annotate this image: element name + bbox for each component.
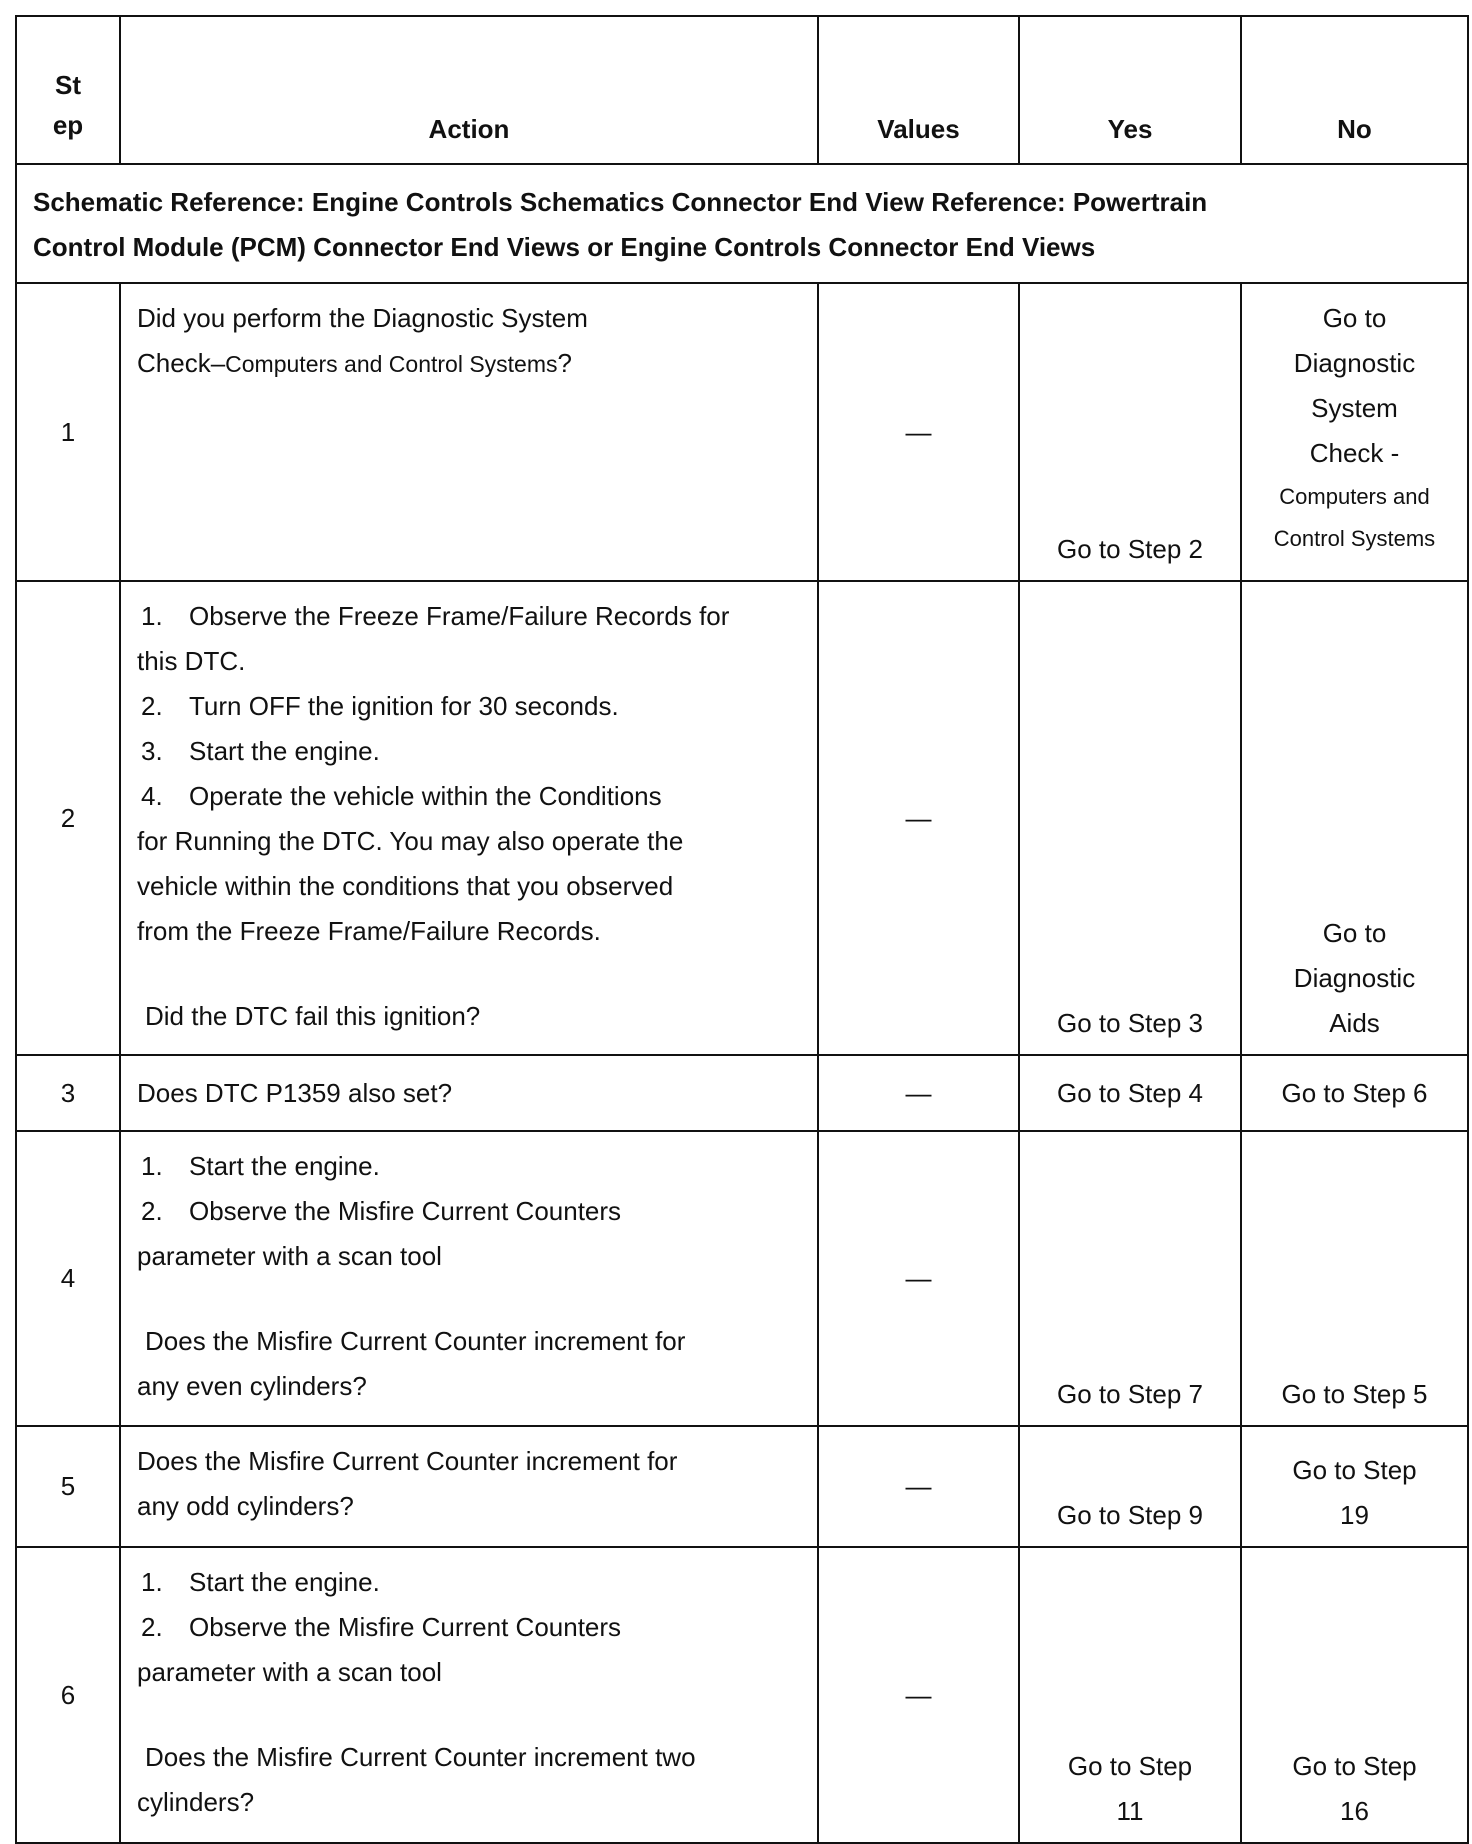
step-number: 5 [16,1426,120,1547]
no-link[interactable]: Go to Step 16 [1241,1547,1468,1843]
yes-link[interactable]: Go to Step 2 [1019,283,1241,581]
value-cell: — [818,1055,1019,1131]
action-cell: 1. Observe the Freeze Frame/Failure Records for this DTC. 2. Turn OFF the ignition for 30 seconds. 3. Start the engine. 4. Operate the vehicle within the Conditions for Running the DTC. You may also operate the vehicle within the conditions that you observed from the Freeze Frame/Failure Records. Did the DTC fail this ignition? [120,581,818,1055]
schematic-reference: Schematic Reference: Engine Controls Schematics Connector End View Reference: Powertrain Control Module (PCM) Connector End Views or Engine Controls Connector End Views [16,164,1468,283]
value-cell: — [818,1547,1019,1843]
yes-link[interactable]: Go to Step 9 [1019,1426,1241,1547]
value-cell: — [818,581,1019,1055]
value-cell: — [818,1131,1019,1426]
action-cell: Does the Misfire Current Counter increment for any odd cylinders? [120,1426,818,1547]
table-row [16,1055,1468,1131]
reference-row [16,164,1468,283]
table-row [16,1547,1468,1843]
step-number: 4 [16,1131,120,1426]
action-cell: Does DTC P1359 also set? [120,1055,818,1131]
table-row [16,1426,1468,1547]
yes-link[interactable]: Go to Step 11 [1019,1547,1241,1843]
no-link[interactable]: Go to Diagnostic Aids [1241,581,1468,1055]
action-cell: Did you perform the Diagnostic System Check–Computers and Control Systems? [120,283,818,581]
yes-link[interactable]: Go to Step 3 [1019,581,1241,1055]
no-link[interactable]: Go to Step 19 [1241,1426,1468,1547]
yes-header: Yes [1019,16,1241,164]
table-row [16,581,1468,1055]
header-row [16,16,1468,164]
table-row [16,1131,1468,1426]
no-header: No [1241,16,1468,164]
table-row [16,283,1468,581]
action-cell: 1. Start the engine. 2. Observe the Misfire Current Counters parameter with a scan tool Does the Misfire Current Counter increment for any even cylinders? [120,1131,818,1426]
values-header: Values [818,16,1019,164]
value-cell: — [818,283,1019,581]
yes-link[interactable]: Go to Step 7 [1019,1131,1241,1426]
step-number: 6 [16,1547,120,1843]
action-header: Action [120,16,818,164]
step-number: 3 [16,1055,120,1131]
step-number: 1 [16,283,120,581]
value-cell: — [818,1426,1019,1547]
no-link[interactable]: Go to Step 6 [1241,1055,1468,1131]
action-cell: 1. Start the engine. 2. Observe the Misfire Current Counters parameter with a scan tool Does the Misfire Current Counter increment two cylinders? [120,1547,818,1843]
step-number: 2 [16,581,120,1055]
no-link[interactable]: Go to Diagnostic System Check - Computers and Control Systems [1241,283,1468,581]
diagnostic-table [15,15,1469,1844]
no-link[interactable]: Go to Step 5 [1241,1131,1468,1426]
yes-link[interactable]: Go to Step 4 [1019,1055,1241,1131]
step-header: St ep [16,16,120,164]
